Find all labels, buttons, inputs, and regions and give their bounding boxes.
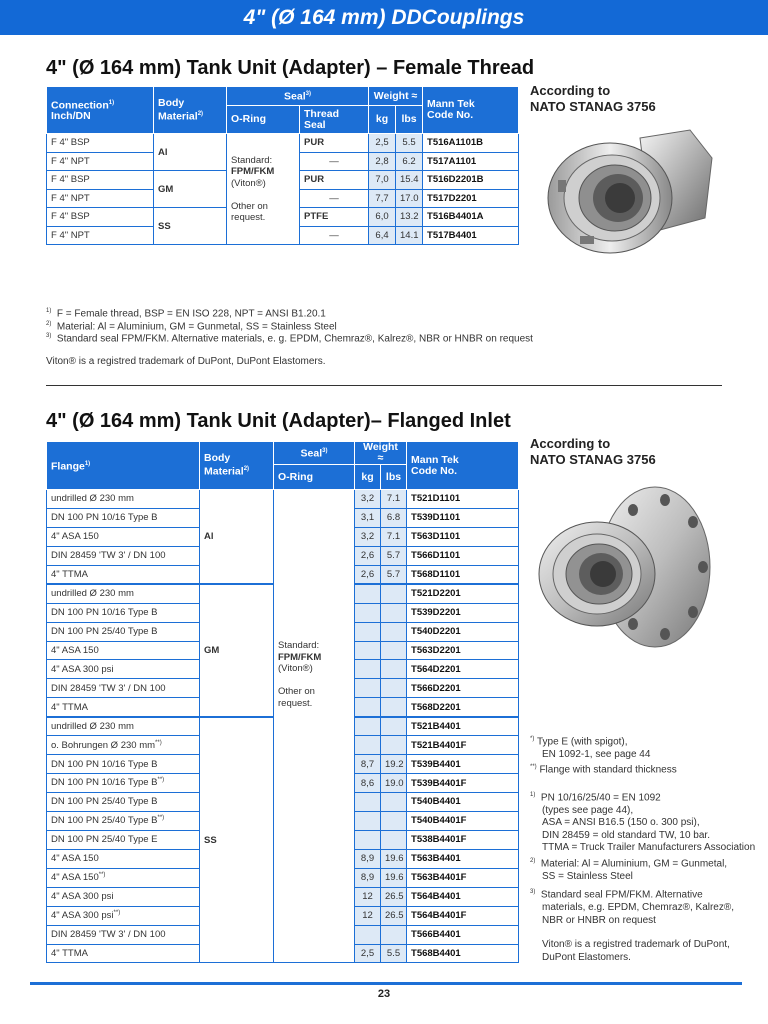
flange-cell: 4" TTMA (47, 698, 200, 717)
code-cell: T539B4401 (407, 755, 519, 774)
code-cell: T516B4401A (423, 208, 519, 227)
lbs-cell: 7.1 (381, 527, 407, 546)
thread-seal-cell: — (300, 226, 369, 245)
code-cell: T540D2201 (407, 622, 519, 641)
kg-cell: 6,0 (369, 208, 396, 227)
kg-cell (355, 925, 381, 944)
col-lbs: lbs (381, 465, 407, 490)
thread-seal-cell: PTFE (300, 208, 369, 227)
kg-cell: 12 (355, 887, 381, 906)
lbs-cell (381, 830, 407, 849)
kg-cell (355, 603, 381, 622)
flange-cell: 4" ASA 150 (47, 641, 200, 660)
code-cell: T540B4401 (407, 793, 519, 812)
col-kg: kg (355, 465, 381, 490)
flange-cell: 4" TTMA (47, 944, 200, 963)
flange-cell: 4" ASA 300 psi (47, 660, 200, 679)
lbs-cell (381, 622, 407, 641)
footer-rule (30, 982, 742, 985)
col-oring: O-Ring (274, 465, 355, 490)
material-cell: SS (154, 208, 227, 245)
lbs-cell (381, 698, 407, 717)
section-divider (46, 385, 722, 386)
side-notes: *) Type E (with spigot), EN 1092-1, see page 44 **) Flange with standard thickness $^{1)}$ PN 10/16/25/40 = EN 1092 (types see page 44), ASA = ANSI B16.5 (150 o. 300 psi), DIN 28459 = old standard TW, 10 bar. TTMA = Truck Trailer Manufacturers Association $^{2)}$ Material: Al = Aluminium, GM = Gunmetal, SS = Stainless Steel $^{3)}$ Standard seal FPM/FKM. Alternative materials, e.g. EPDM, Chemraz®, Kalrez®, NBR or HNBR on request Viton® is a registred trademark of DuPont, DuPont Elastomers. (530, 736, 756, 963)
flange-cell: DN 100 PN 10/16 Type B (47, 508, 200, 527)
code-cell: T564D2201 (407, 660, 519, 679)
code-cell: T516D2201B (423, 171, 519, 190)
kg-cell (355, 622, 381, 641)
lbs-cell: 5.5 (396, 134, 423, 153)
material-cell: Al (200, 490, 274, 585)
connection-cell: F 4" BSP (47, 171, 154, 190)
kg-cell: 3,1 (355, 508, 381, 527)
flange-cell: DN 100 PN 25/40 Type B (47, 793, 200, 812)
lbs-cell: 19.0 (381, 774, 407, 793)
lbs-cell (381, 811, 407, 830)
code-cell: T568B4401 (407, 944, 519, 963)
flange-cell: 4" ASA 300 psi**) (47, 906, 200, 925)
code-cell: T563B4401F (407, 868, 519, 887)
flanged-inlet-table (46, 441, 519, 963)
flange-cell: DN 100 PN 10/16 Type B**) (47, 774, 200, 793)
flange-cell: 4" ASA 150**) (47, 868, 200, 887)
flange-cell: DIN 28459 'TW 3' / DN 100 (47, 925, 200, 944)
lbs-cell: 14.1 (396, 226, 423, 245)
code-cell: T563B4401 (407, 849, 519, 868)
material-cell: SS (200, 717, 274, 963)
flange-cell: o. Bohrungen Ø 230 mm**) (47, 736, 200, 755)
col-seal: Seal$^{3)}$ (274, 442, 355, 465)
connection-cell: F 4" BSP (47, 134, 154, 153)
code-cell: T564B4401 (407, 887, 519, 906)
lbs-cell: 17.0 (396, 189, 423, 208)
code-cell: T564B4401F (407, 906, 519, 925)
flange-cell: 4" TTMA (47, 565, 200, 584)
col-thread-seal: Thread Seal (300, 106, 369, 134)
oring-cell: Standard: FPM/FKM (Viton®) Other on request. (227, 134, 300, 245)
lbs-cell: 19.6 (381, 868, 407, 887)
section1-footnote-1: $^{1)}$ F = Female thread, BSP = EN ISO 228, NPT = ANSI B1.20.1 (46, 308, 326, 320)
section1-title: 4" (Ø 164 mm) Tank Unit (Adapter) – Female Thread (46, 57, 535, 79)
table-row (47, 134, 519, 153)
kg-cell (355, 679, 381, 698)
flange-cell: DN 100 PN 10/16 Type B (47, 603, 200, 622)
section2-nato: According to NATO STANAG 3756 (530, 436, 656, 467)
flange-cell: DN 100 PN 25/40 Type B**) (47, 811, 200, 830)
lbs-cell (381, 584, 407, 603)
kg-cell: 8,9 (355, 849, 381, 868)
kg-cell (355, 736, 381, 755)
kg-cell (355, 793, 381, 812)
col-body-material: Body Material$^{2)}$ (200, 442, 274, 490)
lbs-cell: 6.2 (396, 152, 423, 171)
code-cell: T521B4401F (407, 736, 519, 755)
kg-cell: 8,6 (355, 774, 381, 793)
lbs-cell: 5.7 (381, 565, 407, 584)
thread-seal-cell: PUR (300, 134, 369, 153)
oring-cell: Standard: FPM/FKM (Viton®) Other on request. (274, 490, 355, 963)
flange-cell: undrilled Ø 230 mm (47, 490, 200, 509)
code-cell: T566D2201 (407, 679, 519, 698)
kg-cell: 3,2 (355, 490, 381, 509)
kg-cell: 8,7 (355, 755, 381, 774)
col-code: Mann Tek Code No. (407, 442, 519, 490)
code-cell: T563D2201 (407, 641, 519, 660)
section1-trademark: Viton® is a registred trademark of DuPont, DuPont Elastomers. (46, 356, 326, 367)
flange-cell: DIN 28459 'TW 3' / DN 100 (47, 679, 200, 698)
section2-title: 4" (Ø 164 mm) Tank Unit (Adapter)– Flanged Inlet (46, 410, 511, 432)
kg-cell: 2,8 (369, 152, 396, 171)
flange-cell: DN 100 PN 25/40 Type B (47, 622, 200, 641)
col-body-material: Body Material$^{2)}$ (154, 87, 227, 134)
thread-seal-cell: PUR (300, 171, 369, 190)
code-cell: T538B4401F (407, 830, 519, 849)
code-cell: T563D1101 (407, 527, 519, 546)
material-cell: GM (200, 584, 274, 717)
flange-cell: 4" ASA 150 (47, 849, 200, 868)
lbs-cell: 5.5 (381, 944, 407, 963)
lbs-cell: 26.5 (381, 906, 407, 925)
kg-cell: 2,6 (355, 565, 381, 584)
kg-cell (355, 811, 381, 830)
section1-footnote-3: $^{3)}$ Standard seal FPM/FKM. Alternative materials, e. g. EPDM, Chemraz®, Kalrez®, NBR or HNBR on request (46, 333, 533, 345)
connection-cell: F 4" BSP (47, 208, 154, 227)
code-cell: T568D1101 (407, 565, 519, 584)
lbs-cell: 19.2 (381, 755, 407, 774)
code-cell: T566B4401 (407, 925, 519, 944)
thread-seal-cell: — (300, 152, 369, 171)
lbs-cell (381, 679, 407, 698)
kg-cell (355, 660, 381, 679)
section1-nato: According to NATO STANAG 3756 (530, 83, 656, 114)
kg-cell (355, 717, 381, 736)
code-cell: T521D2201 (407, 584, 519, 603)
col-connection: Connection$^{1)}$ Inch/DN (47, 87, 154, 134)
flange-cell: undrilled Ø 230 mm (47, 584, 200, 603)
lbs-cell: 6.8 (381, 508, 407, 527)
kg-cell: 2,6 (355, 546, 381, 565)
lbs-cell: 5.7 (381, 546, 407, 565)
lbs-cell: 15.4 (396, 171, 423, 190)
lbs-cell: 13.2 (396, 208, 423, 227)
kg-cell: 3,2 (355, 527, 381, 546)
connection-cell: F 4" NPT (47, 189, 154, 208)
code-cell: T540B4401F (407, 811, 519, 830)
kg-cell: 7,7 (369, 189, 396, 208)
kg-cell: 8,9 (355, 868, 381, 887)
page-banner: 4" (Ø 164 mm) DDCouplings (0, 0, 768, 35)
col-oring: O-Ring (227, 106, 300, 134)
table-row (47, 490, 519, 509)
code-cell: T568D2201 (407, 698, 519, 717)
lbs-cell (381, 793, 407, 812)
flange-cell: DN 100 PN 25/40 Type E (47, 830, 200, 849)
flanged-inlet-adapter-image (535, 482, 720, 657)
flange-cell: 4" ASA 300 psi (47, 887, 200, 906)
connection-cell: F 4" NPT (47, 226, 154, 245)
kg-cell (355, 830, 381, 849)
flange-cell: DN 100 PN 10/16 Type B (47, 755, 200, 774)
col-weight: Weight ≈ (355, 442, 407, 465)
col-weight: Weight ≈ (369, 87, 423, 106)
lbs-cell (381, 603, 407, 622)
code-cell: T539D2201 (407, 603, 519, 622)
code-cell: T521D1101 (407, 490, 519, 509)
col-seal: Seal$^{3)}$ (227, 87, 369, 106)
thread-seal-cell: — (300, 189, 369, 208)
material-cell: Al (154, 134, 227, 171)
flange-cell: 4" ASA 150 (47, 527, 200, 546)
code-cell: T566D1101 (407, 546, 519, 565)
code-cell: T539B4401F (407, 774, 519, 793)
col-kg: kg (369, 106, 396, 134)
kg-cell: 6,4 (369, 226, 396, 245)
kg-cell: 2,5 (355, 944, 381, 963)
flange-cell: DIN 28459 'TW 3' / DN 100 (47, 546, 200, 565)
female-thread-adapter-image (540, 118, 720, 263)
code-cell: T517A1101 (423, 152, 519, 171)
code-cell: T539D1101 (407, 508, 519, 527)
material-cell: GM (154, 171, 227, 208)
col-lbs: lbs (396, 106, 423, 134)
lbs-cell (381, 641, 407, 660)
lbs-cell (381, 736, 407, 755)
female-thread-table (46, 86, 519, 245)
code-cell: T517B4401 (423, 226, 519, 245)
lbs-cell (381, 925, 407, 944)
kg-cell (355, 698, 381, 717)
lbs-cell: 7.1 (381, 490, 407, 509)
flange-cell: undrilled Ø 230 mm (47, 717, 200, 736)
page-number: 23 (377, 988, 391, 1000)
kg-cell (355, 584, 381, 603)
lbs-cell: 19.6 (381, 849, 407, 868)
connection-cell: F 4" NPT (47, 152, 154, 171)
kg-cell: 7,0 (369, 171, 396, 190)
code-cell: T521B4401 (407, 717, 519, 736)
kg-cell: 12 (355, 906, 381, 925)
kg-cell (355, 641, 381, 660)
code-cell: T517D2201 (423, 189, 519, 208)
lbs-cell (381, 717, 407, 736)
lbs-cell: 26.5 (381, 887, 407, 906)
code-cell: T516A1101B (423, 134, 519, 153)
section1-footnote-2: $^{2)}$ Material: Al = Aluminium, GM = Gunmetal, SS = Stainless Steel (46, 321, 337, 333)
lbs-cell (381, 660, 407, 679)
col-code: Mann Tek Code No. (423, 87, 519, 134)
col-flange: Flange$^{1)}$ (47, 442, 200, 490)
kg-cell: 2,5 (369, 134, 396, 153)
